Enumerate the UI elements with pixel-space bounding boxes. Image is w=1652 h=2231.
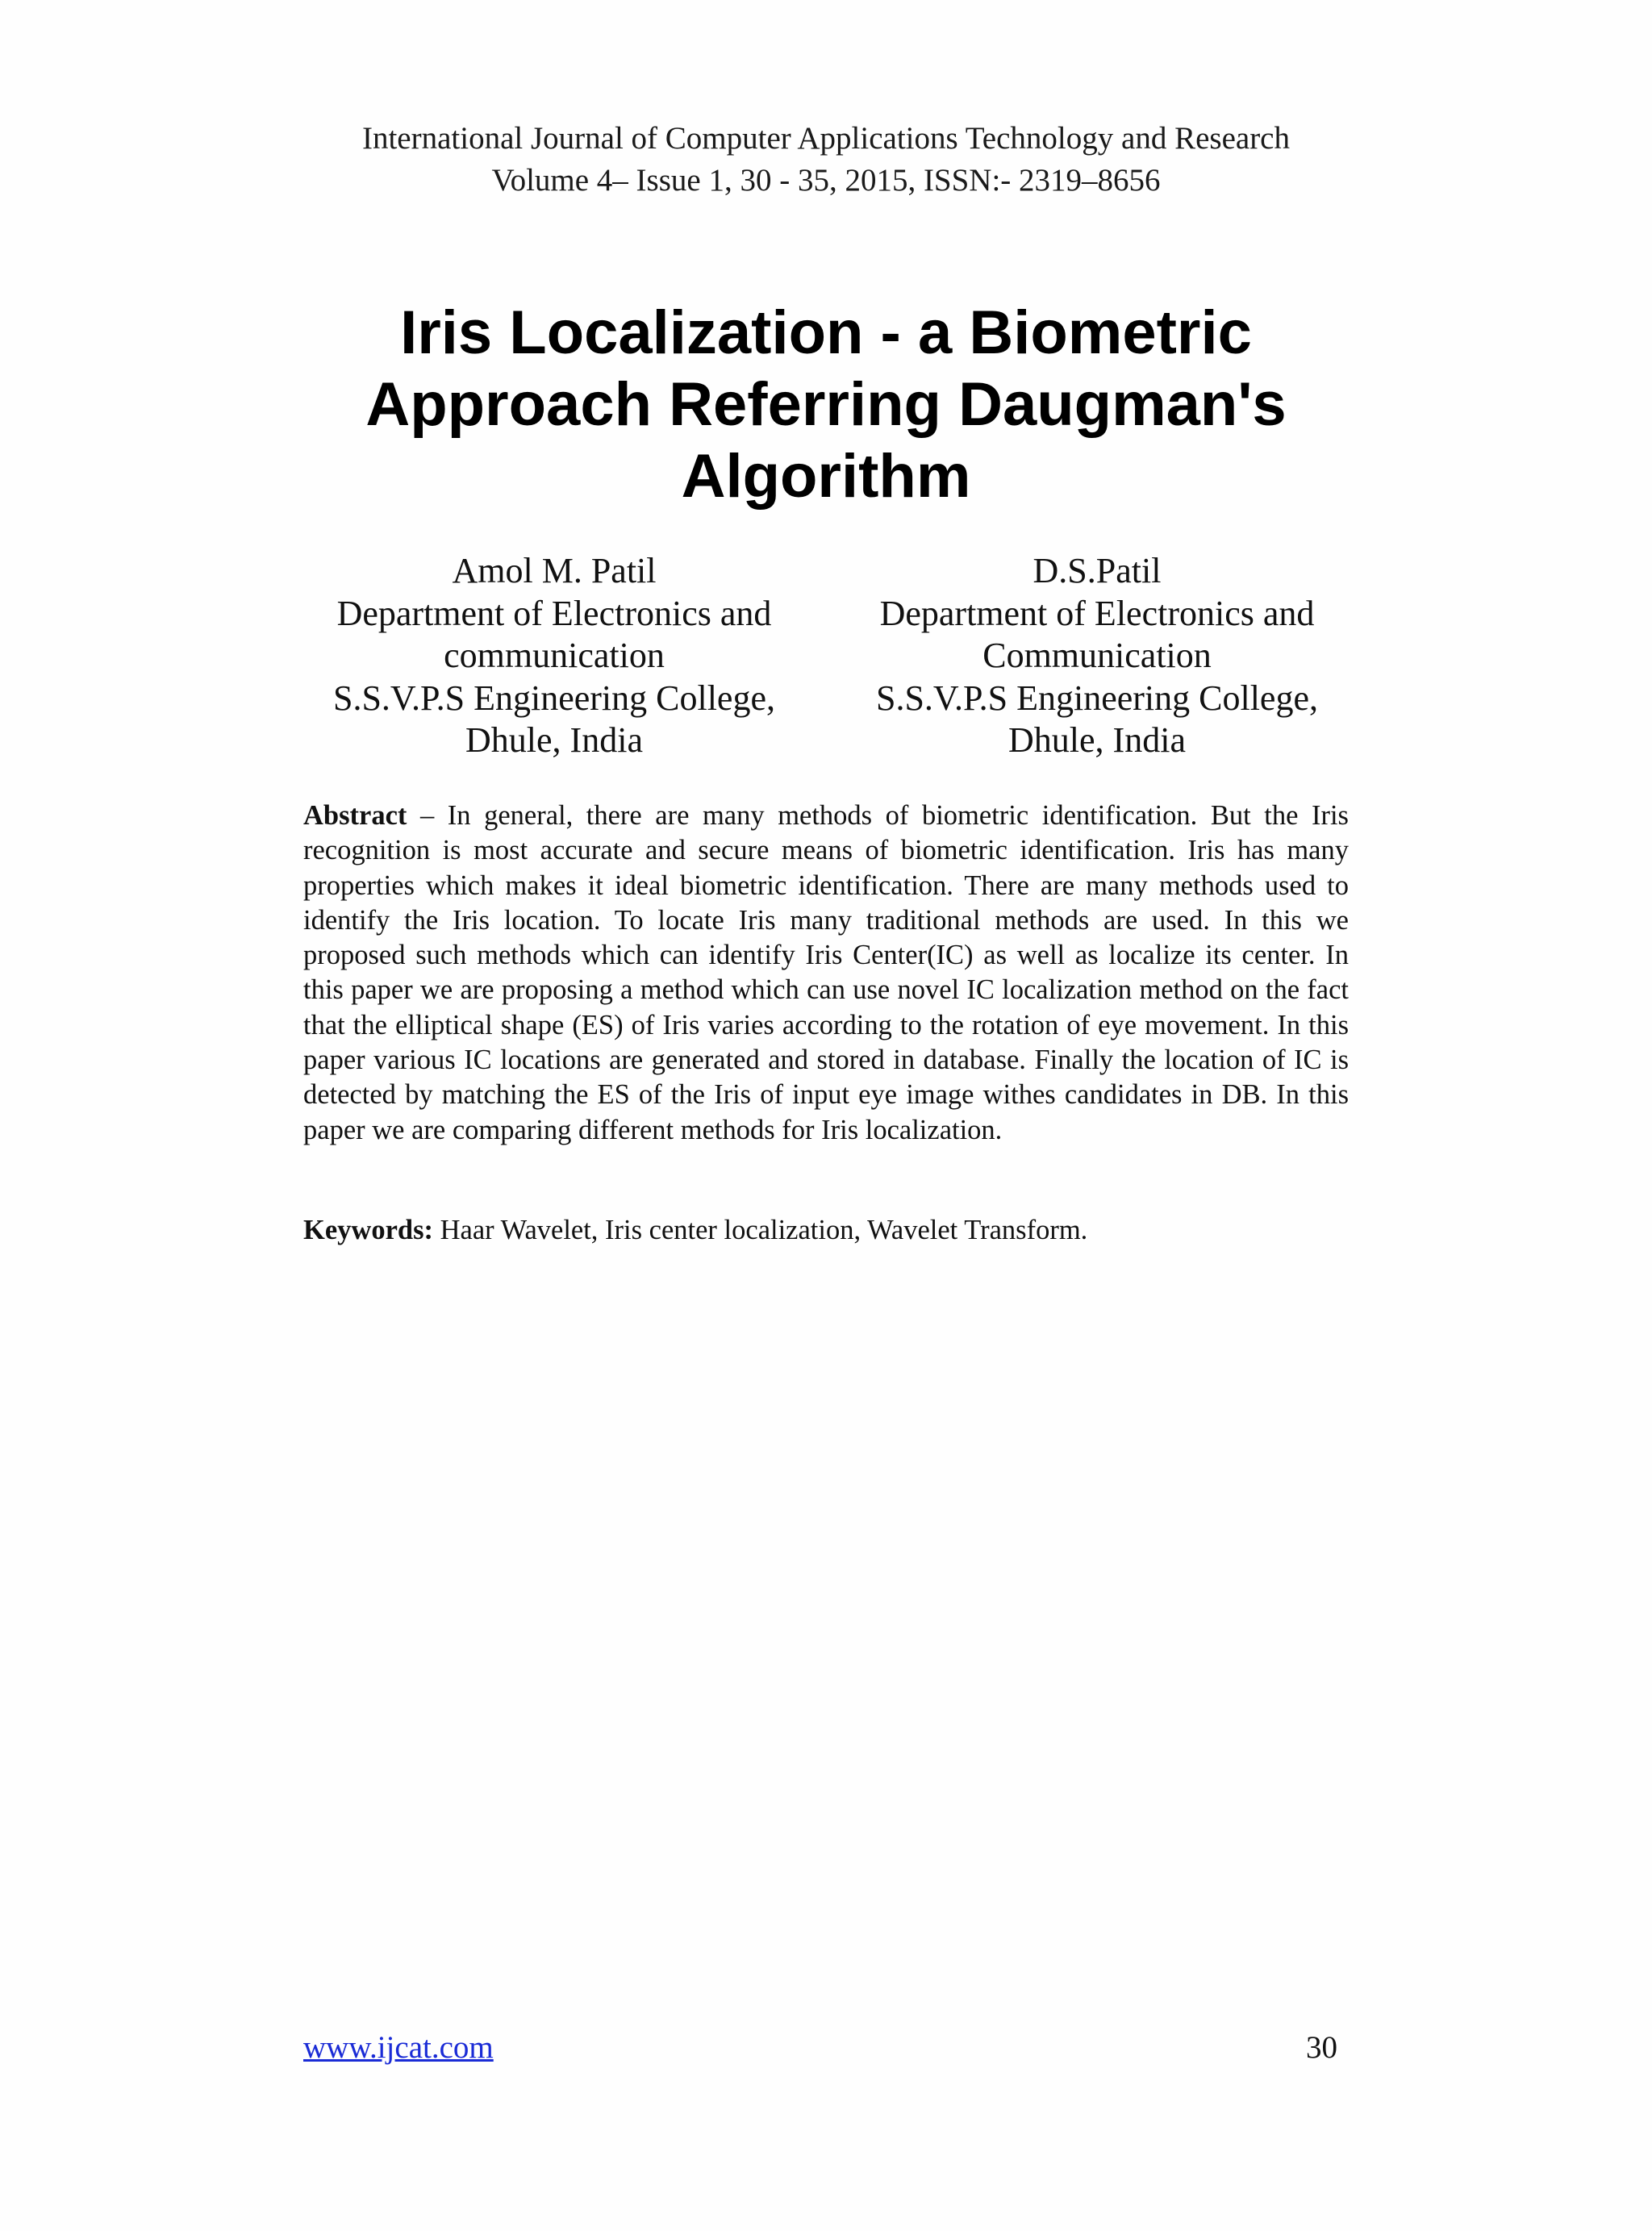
- page-number: 30: [1306, 2030, 1337, 2065]
- author-department-cont: communication: [444, 636, 665, 675]
- paper-title: [261, 297, 1391, 512]
- paper-title-line-3: Algorithm: [681, 442, 971, 511]
- author-block-2: [839, 550, 1355, 762]
- abstract-label: Abstract: [303, 800, 407, 831]
- journal-header: [0, 118, 1652, 202]
- author-name: D.S.Patil: [1032, 551, 1162, 590]
- paper-title-line-2: Approach Referring Daugman's: [365, 370, 1287, 439]
- author-department: Department of Electronics and: [336, 593, 772, 633]
- author-block-1: [296, 550, 812, 762]
- author-college: S.S.V.P.S Engineering College,: [332, 678, 775, 718]
- author-name: Amol M. Patil: [452, 551, 657, 590]
- paper-title-line-1: Iris Localization - a Biometric: [400, 298, 1252, 367]
- author-department-cont: Communication: [982, 636, 1212, 675]
- author-location: Dhule, India: [1008, 720, 1186, 760]
- abstract: [303, 799, 1349, 1148]
- keywords-text: Haar Wavelet, Iris center localization, Wavelet Transform.: [432, 1215, 1088, 1245]
- author-college: S.S.V.P.S Engineering College,: [875, 678, 1318, 718]
- abstract-text: – In general, there are many methods of biometric identification. But the Iris recognition is most accurate and secure means of biometric identification. Iris has many properties which makes it ideal biometric identification. There are many methods used to identify the Iris location. To locate Iris many traditional methods are used. In this we proposed such methods which can identify Iris Center(IC) as well as localize its center. In this paper we are proposing a method which can use novel IC localization method on the fact that the elliptical shape (ES) of Iris varies according to the rotation of eye movement. In this paper various IC locations are generated and stored in database. Finally the location of IC is detected by matching the ES of the Iris of input eye image withes candidates in DB. In this paper we are comparing different methods for Iris localization.: [303, 800, 1349, 1145]
- keywords: [303, 1213, 1349, 1248]
- journal-website-link[interactable]: www.ijcat.com: [303, 2030, 494, 2065]
- journal-volume: Volume 4– Issue 1, 30 - 35, 2015, ISSN:- 2319–8656: [491, 163, 1161, 198]
- keywords-label: Keywords:: [303, 1215, 433, 1245]
- author-department: Department of Electronics and: [879, 593, 1315, 633]
- journal-name: International Journal of Computer Applications Technology and Research: [361, 121, 1290, 156]
- author-location: Dhule, India: [465, 720, 643, 760]
